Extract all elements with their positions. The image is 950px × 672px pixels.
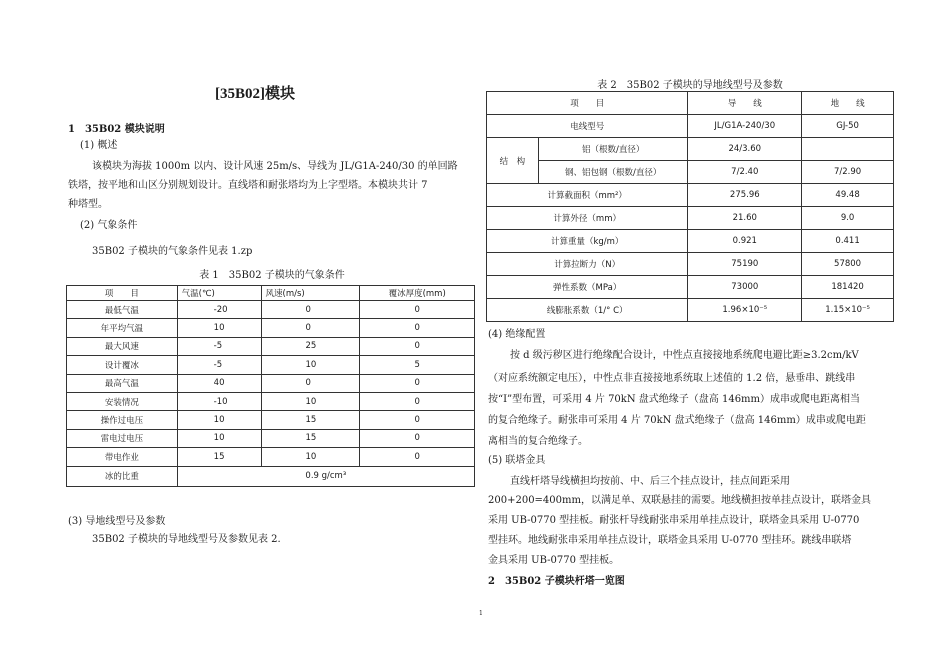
table1-cell: 10 bbox=[177, 319, 261, 337]
table1-cell: 15 bbox=[177, 448, 261, 466]
table1-cell: 0 bbox=[261, 374, 360, 392]
table1-row-label: 设计覆冰 bbox=[67, 356, 178, 374]
table2-row bbox=[487, 230, 894, 253]
subheading-weather: (2) 气象条件 bbox=[80, 220, 138, 231]
table1-cell: 5 bbox=[360, 356, 475, 374]
structure-row-value bbox=[802, 138, 894, 161]
table2-row-label: 计算外径（mm） bbox=[487, 207, 688, 230]
insulation-line-5: 离相当的复合绝缘子。 bbox=[488, 436, 588, 447]
table2-row bbox=[487, 207, 894, 230]
table2-cell: 0.411 bbox=[802, 230, 894, 253]
table2-header: 项 目 bbox=[487, 92, 688, 115]
table1-row-label: 最高气温 bbox=[67, 374, 178, 392]
table2-cell: 1.15×10⁻⁵ bbox=[802, 299, 894, 322]
conductor-table bbox=[486, 91, 894, 322]
subheading-fittings: (5) 联塔金具 bbox=[488, 455, 546, 466]
table1-cell: 10 bbox=[177, 429, 261, 447]
section2-heading: 2 35B02 子模块杆塔一览图 bbox=[488, 576, 625, 587]
model-value: JL/G1A-240/30 bbox=[688, 115, 802, 138]
table1-cell: 15 bbox=[261, 429, 360, 447]
table1-cell: 0 bbox=[360, 374, 475, 392]
structure-row-label: 钢、铝包钢（根数/直径） bbox=[538, 161, 688, 184]
table2-cell: 75190 bbox=[688, 253, 802, 276]
table1-cell: 0 bbox=[261, 319, 360, 337]
fittings-line-2: 200+200=400mm，以满足单、双联悬挂的需要。地线横担按单挂点设计，联塔金具 bbox=[488, 495, 871, 506]
table1-header: 气温(℃) bbox=[177, 286, 261, 301]
fittings-line-5: 金具采用 UB-0770 型挂板。 bbox=[488, 555, 620, 566]
table1-cell: 10 bbox=[261, 448, 360, 466]
table1-header: 项 目 bbox=[67, 286, 178, 301]
fittings-line-1: 直线杆塔导线横担均按前、中、后三个挂点设计，挂点间距采用 bbox=[510, 476, 790, 487]
structure-row-value: 7/2.90 bbox=[802, 161, 894, 184]
table1-row bbox=[67, 337, 475, 355]
table1-row-label: 安装情况 bbox=[67, 392, 178, 410]
table1-row-label: 最低气温 bbox=[67, 301, 178, 319]
table2-cell: 57800 bbox=[802, 253, 894, 276]
weather-paragraph: 35B02 子模块的气象条件见表 1.zp bbox=[92, 246, 253, 257]
table1-cell: -5 bbox=[177, 356, 261, 374]
insulation-line-1: 按 d 级污秽区进行绝缘配合设计，中性点直接接地系统爬电避比距≥3.2cm/kV bbox=[510, 350, 859, 361]
table1-row bbox=[67, 319, 475, 337]
table1-header: 风速(m/s) bbox=[261, 286, 360, 301]
structure-row-label: 铝（根数/直径） bbox=[538, 138, 688, 161]
table1-cell: 10 bbox=[177, 411, 261, 429]
table2-header: 地 线 bbox=[802, 92, 894, 115]
model-value: GJ-50 bbox=[802, 115, 894, 138]
ice-value: 0.9 g/cm³ bbox=[177, 466, 474, 486]
table1-row bbox=[67, 448, 475, 466]
table1-cell: 0 bbox=[261, 301, 360, 319]
table1-row bbox=[67, 429, 475, 447]
table2-row-label: 计算重量（kg/m） bbox=[487, 230, 688, 253]
table1-cell: -5 bbox=[177, 337, 261, 355]
page-number: 1 bbox=[479, 610, 483, 617]
fittings-line-3: 采用 UB-0770 型挂板。耐张杆导线耐张串采用单挂点设计，联塔金具采用 U-0770 bbox=[488, 515, 860, 526]
table2-row-label: 计算拉断力（N） bbox=[487, 253, 688, 276]
table1-row bbox=[67, 411, 475, 429]
fittings-line-4: 型挂环。地线耐张串采用单挂点设计，联塔金具采用 U-0770 型挂环。跳线串联塔 bbox=[488, 535, 852, 546]
table2-cell: 21.60 bbox=[688, 207, 802, 230]
table2-cell: 275.96 bbox=[688, 184, 802, 207]
section1-heading: 1 35B02 模块说明 bbox=[68, 124, 165, 135]
overview-line-2: 铁塔，按平地和山区分别规划设计。直线塔和耐张塔均为上字型塔。本模块共计 7 bbox=[68, 180, 428, 191]
overview-line-1: 该模块为海拔 1000m 以内、设计风速 25m/s、导线为 JL/G1A-240/30 的单回路 bbox=[92, 161, 458, 172]
table2-row bbox=[487, 253, 894, 276]
subheading-overview: (1) 概述 bbox=[80, 140, 118, 151]
table2-row-label: 弹性系数（MPa） bbox=[487, 276, 688, 299]
insulation-line-3: 按“I”型布置，可采用 4 片 70kN 盘式绝缘子（盘高 146mm）成串或爬电距离相当 bbox=[488, 394, 861, 405]
table1-cell: 40 bbox=[177, 374, 261, 392]
table1-row-label: 最大风速 bbox=[67, 337, 178, 355]
table1-row bbox=[67, 301, 475, 319]
table1-cell: 0 bbox=[360, 337, 475, 355]
table1-caption: 表 1 35B02 子模块的气象条件 bbox=[199, 270, 345, 281]
table2-cell: 49.48 bbox=[802, 184, 894, 207]
page-title: [35B02]模块 bbox=[215, 86, 295, 102]
table1-cell: -10 bbox=[177, 392, 261, 410]
insulation-line-4: 的复合绝缘子。耐张串可采用 4 片 70kN 盘式绝缘子（盘高 146mm）成串或爬电距 bbox=[488, 415, 866, 426]
subheading-insulation: (4) 绝缘配置 bbox=[488, 329, 546, 340]
structure-row-value: 7/2.40 bbox=[688, 161, 802, 184]
table1-row bbox=[67, 356, 475, 374]
table2-row-label: 计算截面积（mm²） bbox=[487, 184, 688, 207]
table1-row-label: 操作过电压 bbox=[67, 411, 178, 429]
table2-row bbox=[487, 276, 894, 299]
insulation-line-2: （对应系统额定电压），中性点非直接接地系统取上述值的 1.2 倍，悬垂串、跳线串 bbox=[488, 373, 856, 384]
table2-cell: 9.0 bbox=[802, 207, 894, 230]
overview-line-3: 种塔型。 bbox=[68, 199, 108, 210]
table2-header: 导 线 bbox=[688, 92, 802, 115]
table2-cell: 1.96×10⁻⁵ bbox=[688, 299, 802, 322]
table1-row-label: 雷电过电压 bbox=[67, 429, 178, 447]
table1-cell: 15 bbox=[261, 411, 360, 429]
table1-cell: 25 bbox=[261, 337, 360, 355]
table1-row bbox=[67, 374, 475, 392]
table1-cell: 10 bbox=[261, 356, 360, 374]
table1-cell: 0 bbox=[360, 411, 475, 429]
table2-cell: 0.921 bbox=[688, 230, 802, 253]
conductor-paragraph: 35B02 子模块的导地线型号及参数见表 2. bbox=[92, 534, 281, 545]
table2-caption: 表 2 35B02 子模块的导地线型号及参数 bbox=[597, 80, 783, 91]
table1-cell: 0 bbox=[360, 392, 475, 410]
table2-row-label: 线膨胀系数（1/° C） bbox=[487, 299, 688, 322]
table1-cell: 0 bbox=[360, 319, 475, 337]
table2-cell: 73000 bbox=[688, 276, 802, 299]
subheading-conductor: (3) 导地线型号及参数 bbox=[68, 516, 166, 527]
table1-row-label: 年平均气温 bbox=[67, 319, 178, 337]
table2-cell: 181420 bbox=[802, 276, 894, 299]
table1-row bbox=[67, 392, 475, 410]
table1-row-label: 带电作业 bbox=[67, 448, 178, 466]
table1-cell: 0 bbox=[360, 301, 475, 319]
table2-row bbox=[487, 184, 894, 207]
weather-table bbox=[66, 285, 475, 487]
table2-row bbox=[487, 299, 894, 322]
table1-header: 覆冰厚度(mm) bbox=[360, 286, 475, 301]
table1-cell: -20 bbox=[177, 301, 261, 319]
structure-row-value: 24/3.60 bbox=[688, 138, 802, 161]
structure-label: 结 构 bbox=[487, 138, 539, 184]
table1-cell: 0 bbox=[360, 429, 475, 447]
table1-cell: 10 bbox=[261, 392, 360, 410]
ice-label: 冰的比重 bbox=[67, 466, 178, 486]
model-label: 电线型号 bbox=[487, 115, 688, 138]
table1-cell: 0 bbox=[360, 448, 475, 466]
